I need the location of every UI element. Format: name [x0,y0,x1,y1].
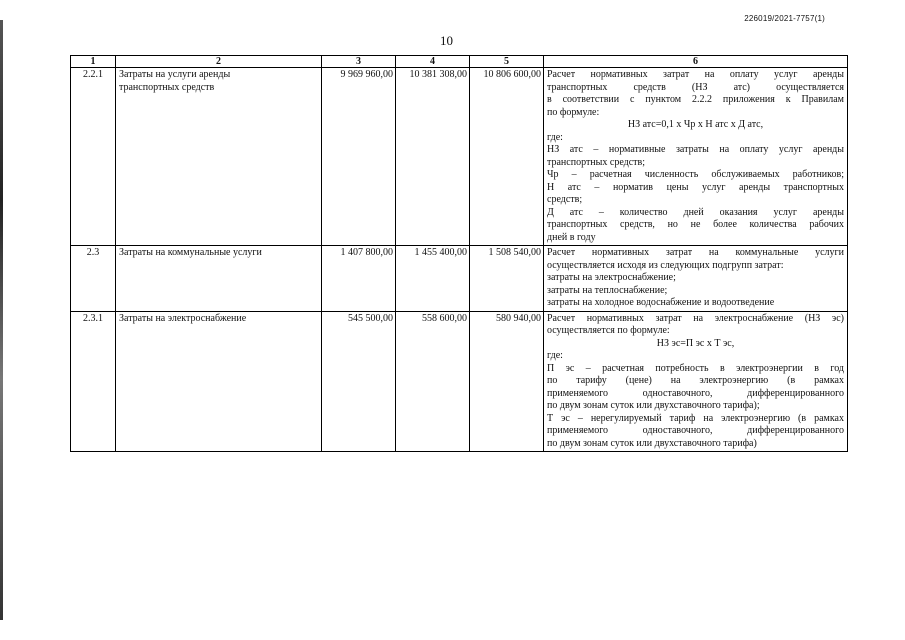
row-code: 2.3 [71,246,116,312]
description-line: затраты на теплоснабжение; [547,284,668,296]
description-line: осуществляется по формуле: [547,325,670,336]
description-line: в соответствии с пунктом 2.2.2 приложения к Правилам [547,94,844,105]
description-line: Т эс – нерегулируемый тариф на электроэнергию (в рамках [547,412,844,424]
description-line: осуществляется исходя из следующих подгрупп затрат: [547,259,784,271]
row-code: 2.2.1 [71,68,116,246]
formula-line: НЗ атс=0,1 х Чр х Н атс х Д атс, [627,119,764,130]
row-value-col4: 558 600,00 [396,311,470,452]
description-line: Расчет нормативных затрат на электроснабжение (НЗ эс) [547,312,844,324]
header-col-4: 4 [396,56,470,68]
row-value-col3: 9 969 960,00 [322,68,396,246]
description-line: по двум зонам суток или двухставочного тарифа) [547,437,757,449]
header-col-3: 3 [322,56,396,68]
table-row [71,246,848,312]
description-line: где: [547,350,563,361]
row-value-col4: 1 455 400,00 [396,246,470,312]
description-line: транспортных средств; [547,156,646,168]
row-code: 2.3.1 [71,311,116,452]
description-line: Расчет нормативных затрат на оплату услуг аренды [547,69,844,80]
row-description [544,311,848,452]
formula-line: НЗ эс=П эс х Т эс, [656,337,735,349]
row-value-col3: 545 500,00 [322,311,396,452]
description-line: Н атс – норматив цены услуг аренды транспортных [547,181,844,193]
row-name [116,68,322,246]
description-line: применяемого одноставочного, дифференцированного [547,425,844,436]
row-name [116,311,322,452]
row-name-line: транспортных средств [119,81,215,93]
description-line: дней в году [547,231,596,243]
row-name-line: Затраты на услуги аренды [119,69,231,80]
cost-table [70,55,848,452]
table-row [71,68,848,246]
description-line: по двум зонам суток или двухставочного тарифа); [547,400,760,411]
header-col-6: 6 [544,56,848,68]
header-col-1: 1 [71,56,116,68]
row-name-line: Затраты на коммунальные услуги [119,247,262,258]
description-line: П эс – расчетная потребность в электроэнергии в год [547,362,844,374]
description-line: применяемого одноставочного, дифференцированного [547,387,844,399]
page-number: 10 [440,33,453,48]
row-value-col5: 580 940,00 [470,311,544,452]
scan-edge-shadow [0,20,3,620]
description-line: затраты на холодное водоснабжение и водоотведение [547,297,775,308]
header-col-5: 5 [470,56,544,68]
row-description [544,68,848,246]
table-header-row [71,56,848,68]
row-value-col5: 1 508 540,00 [470,246,544,312]
document-id: 226019/2021-7757(1) [744,14,825,23]
header-col-2: 2 [116,56,322,68]
description-line: где: [547,131,563,143]
description-line: по тарифу (цене) на электроэнергию (в рамках [547,375,844,386]
row-name [116,246,322,312]
description-line: транспортных средств (НЗ атс) осуществляется [547,81,844,93]
row-description [544,246,848,312]
row-value-col5: 10 806 600,00 [470,68,544,246]
description-line: по формуле: [547,106,600,118]
row-value-col4: 10 381 308,00 [396,68,470,246]
table-row [71,311,848,452]
row-value-col3: 1 407 800,00 [322,246,396,312]
description-line: затраты на электроснабжение; [547,272,676,283]
description-line: Расчет нормативных затрат на коммунальные услуги [547,247,844,258]
description-line: Д атс – количество дней оказания услуг аренды [547,206,844,218]
row-name-line: Затраты на электроснабжение [119,312,247,324]
description-line: Чр – расчетная численность обслуживаемых работников; [547,169,844,180]
description-line: транспортных средств, но не более количества рабочих [547,219,844,230]
description-line: средств; [547,194,583,205]
description-line: НЗ атс – нормативные затраты на оплату услуг аренды [547,144,844,155]
